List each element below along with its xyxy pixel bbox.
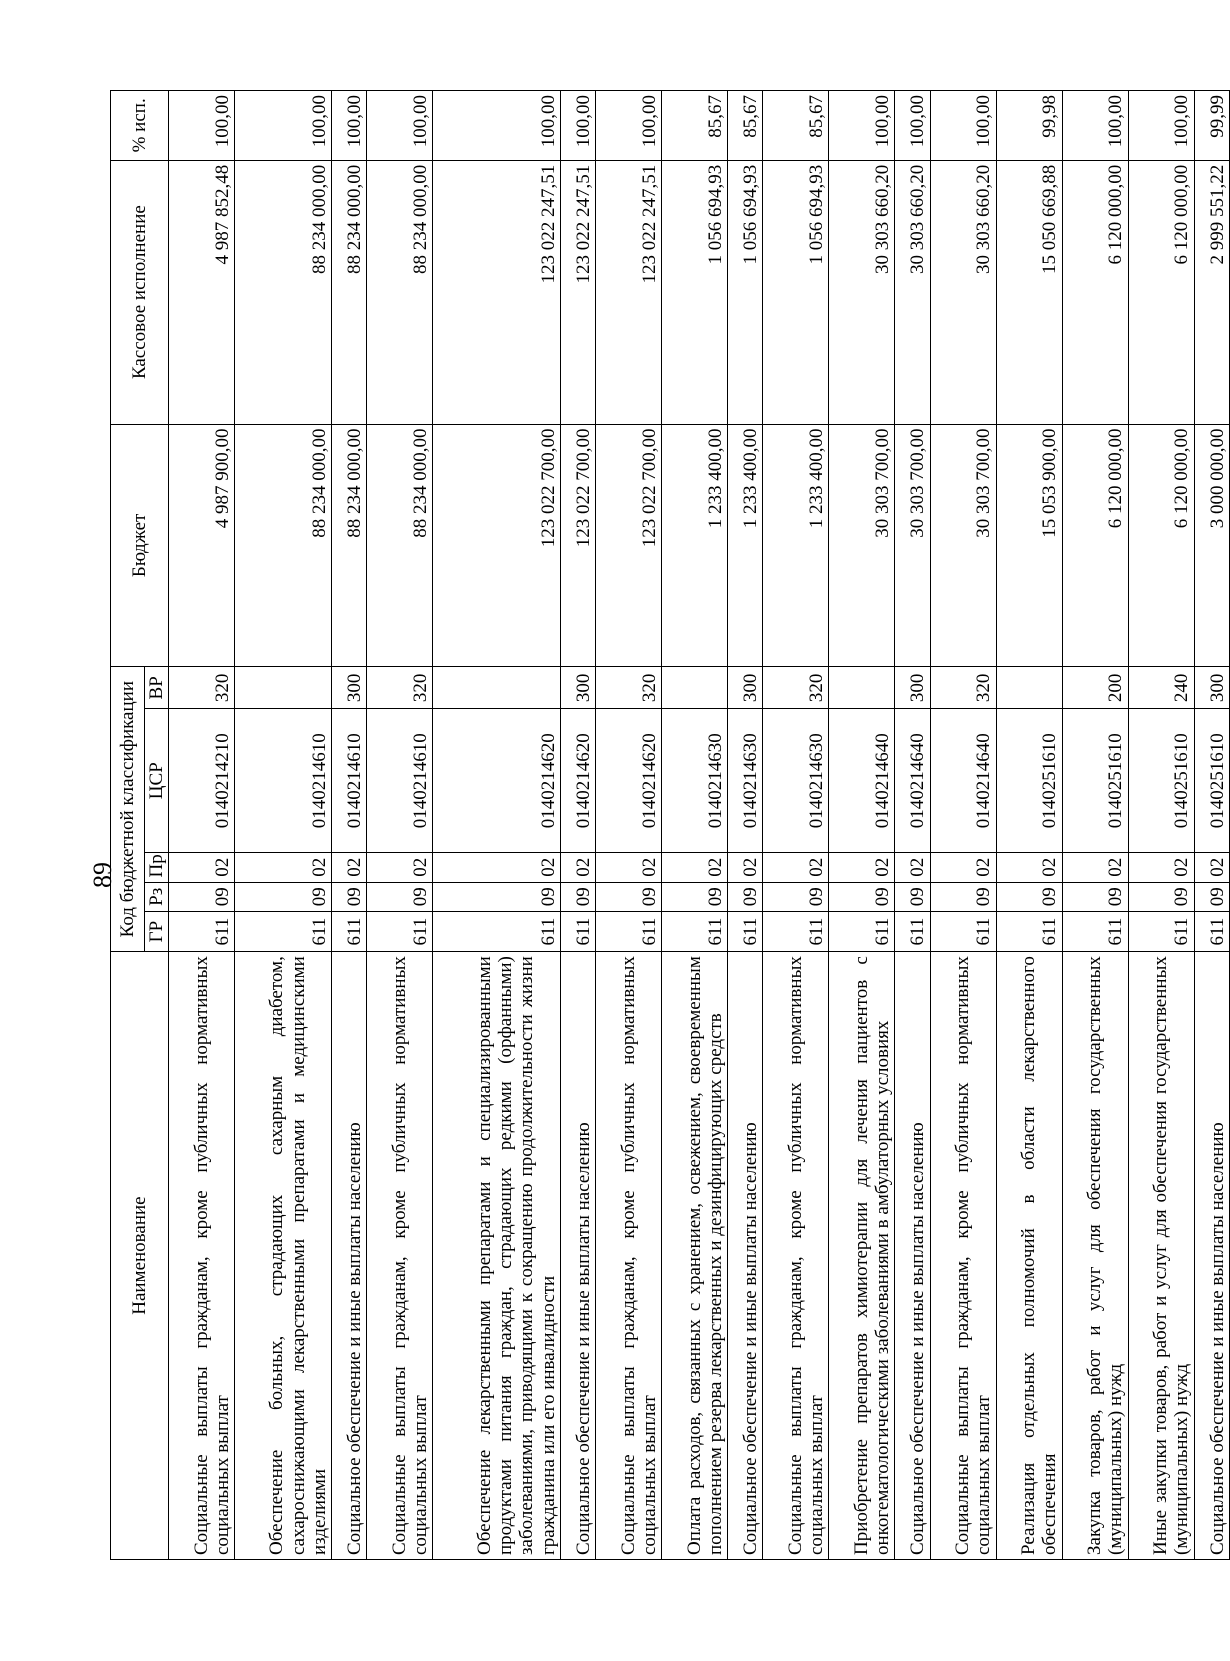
row-name: Социальные выплаты гражданам, кроме публичных нормативных социальных выплат	[763, 952, 829, 1560]
row-execution: 123 022 247,51	[561, 160, 596, 424]
row-csr: 0140214210	[169, 709, 235, 853]
row-gr: 611	[561, 912, 596, 952]
row-pr: 02	[367, 852, 433, 882]
row-pr: 02	[930, 852, 996, 882]
row-budget: 123 022 700,00	[596, 424, 662, 667]
row-budget: 30 303 700,00	[829, 424, 895, 667]
row-csr: 0140214640	[930, 709, 996, 853]
table-row	[996, 91, 1062, 1560]
row-vr: 300	[561, 667, 596, 709]
row-budget: 1 233 400,00	[763, 424, 829, 667]
header-vr: ВР	[145, 667, 169, 709]
row-budget: 6 120 000,00	[1062, 424, 1128, 667]
row-name: Обеспечение больных, страдающих сахарным диабетом, сахароснижающими лекарственными препаратами и медицинскими изделиями	[235, 952, 332, 1560]
row-budget: 88 234 000,00	[367, 424, 433, 667]
row-gr: 611	[235, 912, 332, 952]
row-budget: 30 303 700,00	[930, 424, 996, 667]
row-budget: 123 022 700,00	[561, 424, 596, 667]
row-gr: 611	[367, 912, 433, 952]
header-percent: % исп.	[111, 91, 169, 161]
table-row	[895, 91, 930, 1560]
row-percent: 99,98	[996, 91, 1062, 161]
row-budget: 4 987 900,00	[169, 424, 235, 667]
row-rz: 09	[895, 882, 930, 912]
row-execution: 4 987 852,48	[169, 160, 235, 424]
row-percent: 100,00	[1128, 91, 1194, 161]
row-percent: 100,00	[433, 91, 561, 161]
table-row	[1128, 91, 1194, 1560]
row-pr: 02	[561, 852, 596, 882]
row-name: Социальное обеспечение и иные выплаты населению	[728, 952, 763, 1560]
row-rz: 09	[728, 882, 763, 912]
row-rz: 09	[763, 882, 829, 912]
row-execution: 88 234 000,00	[332, 160, 367, 424]
table-row	[1194, 91, 1229, 1560]
row-execution: 123 022 247,51	[596, 160, 662, 424]
row-csr: 0140251610	[996, 709, 1062, 853]
row-percent: 100,00	[332, 91, 367, 161]
row-execution: 30 303 660,20	[895, 160, 930, 424]
row-budget: 123 022 700,00	[433, 424, 561, 667]
table-row	[367, 91, 433, 1560]
row-vr: 240	[1128, 667, 1194, 709]
row-rz: 09	[561, 882, 596, 912]
row-pr: 02	[169, 852, 235, 882]
row-percent: 100,00	[235, 91, 332, 161]
row-rz: 09	[662, 882, 728, 912]
row-gr: 611	[728, 912, 763, 952]
row-gr: 611	[930, 912, 996, 952]
row-name: Социальное обеспечение и иные выплаты населению	[332, 952, 367, 1560]
table-row	[596, 91, 662, 1560]
row-pr: 02	[895, 852, 930, 882]
row-rz: 09	[332, 882, 367, 912]
row-csr: 0140214640	[895, 709, 930, 853]
row-vr: 320	[930, 667, 996, 709]
header-rz: Рз	[145, 882, 169, 912]
row-pr: 02	[332, 852, 367, 882]
row-csr: 0140214620	[561, 709, 596, 853]
row-percent: 100,00	[895, 91, 930, 161]
row-csr: 0140214630	[763, 709, 829, 853]
row-budget: 1 233 400,00	[728, 424, 763, 667]
row-execution: 30 303 660,20	[829, 160, 895, 424]
table-row	[332, 91, 367, 1560]
row-name: Иные закупки товаров, работ и услуг для обеспечения государственных (муниципальных) нужд	[1128, 952, 1194, 1560]
row-name: Социальные выплаты гражданам, кроме публичных нормативных социальных выплат	[169, 952, 235, 1560]
row-execution: 88 234 000,00	[235, 160, 332, 424]
row-vr: 320	[367, 667, 433, 709]
row-percent: 100,00	[596, 91, 662, 161]
row-budget: 88 234 000,00	[332, 424, 367, 667]
row-csr: 0140214620	[433, 709, 561, 853]
row-rz: 09	[996, 882, 1062, 912]
row-percent: 100,00	[1062, 91, 1128, 161]
row-vr: 320	[763, 667, 829, 709]
row-percent: 100,00	[561, 91, 596, 161]
row-rz: 09	[1128, 882, 1194, 912]
row-rz: 09	[235, 882, 332, 912]
row-csr: 0140214610	[235, 709, 332, 853]
row-percent: 100,00	[829, 91, 895, 161]
row-execution: 1 056 694,93	[763, 160, 829, 424]
row-vr: 320	[169, 667, 235, 709]
row-percent: 85,67	[763, 91, 829, 161]
row-name: Реализация отдельных полномочий в области лекарственного обеспечения	[996, 952, 1062, 1560]
row-csr: 0140251610	[1128, 709, 1194, 853]
table-row	[1062, 91, 1128, 1560]
row-rz: 09	[433, 882, 561, 912]
row-gr: 611	[763, 912, 829, 952]
row-budget: 6 120 000,00	[1128, 424, 1194, 667]
header-csr: ЦСР	[145, 709, 169, 853]
table-row	[728, 91, 763, 1560]
row-rz: 09	[1194, 882, 1229, 912]
row-execution: 1 056 694,93	[662, 160, 728, 424]
row-gr: 611	[662, 912, 728, 952]
budget-execution-table	[110, 90, 1230, 1560]
header-pr: Пр	[145, 852, 169, 882]
table-row	[169, 91, 235, 1560]
table-body	[169, 91, 1230, 1560]
row-name: Социальные выплаты гражданам, кроме публичных нормативных социальных выплат	[367, 952, 433, 1560]
row-name: Приобретение препаратов химиотерапии для лечения пациентов с онкогематологическими заболеваниями в амбулаторных условиях	[829, 952, 895, 1560]
table-row	[561, 91, 596, 1560]
table-row	[235, 91, 332, 1560]
row-pr: 02	[829, 852, 895, 882]
row-name: Социальное обеспечение и иные выплаты населению	[895, 952, 930, 1560]
row-name: Обеспечение лекарственными препаратами и специализированными продуктами питания граждан, страдающих редкими (орфанными) заболеваниями, приводящими к сокращению продолжительности жизни гражданина или его инвалидности	[433, 952, 561, 1560]
row-pr: 02	[596, 852, 662, 882]
row-rz: 09	[367, 882, 433, 912]
row-gr: 611	[1194, 912, 1229, 952]
row-pr: 02	[1062, 852, 1128, 882]
page-number: 89	[88, 862, 117, 888]
row-rz: 09	[829, 882, 895, 912]
row-name: Социальное обеспечение и иные выплаты населению	[561, 952, 596, 1560]
header-code-group: Код бюджетной классификации	[111, 667, 145, 952]
table-row	[763, 91, 829, 1560]
row-budget: 88 234 000,00	[235, 424, 332, 667]
row-vr: 300	[728, 667, 763, 709]
row-csr: 0140214610	[332, 709, 367, 853]
row-percent: 99,99	[1194, 91, 1229, 161]
header-budget: Бюджет	[111, 424, 169, 667]
row-pr: 02	[662, 852, 728, 882]
row-percent: 85,67	[728, 91, 763, 161]
row-execution: 6 120 000,00	[1062, 160, 1128, 424]
row-csr: 0140214630	[728, 709, 763, 853]
row-csr: 0140251610	[1194, 709, 1229, 853]
header-name: Наименование	[111, 952, 169, 1560]
row-csr: 0140214640	[829, 709, 895, 853]
row-percent: 85,67	[662, 91, 728, 161]
row-vr	[235, 667, 332, 709]
row-gr: 611	[332, 912, 367, 952]
row-vr	[662, 667, 728, 709]
header-gr: ГР	[145, 912, 169, 952]
row-percent: 100,00	[930, 91, 996, 161]
row-pr: 02	[433, 852, 561, 882]
row-percent: 100,00	[367, 91, 433, 161]
row-execution: 15 050 669,88	[996, 160, 1062, 424]
row-budget: 15 053 900,00	[996, 424, 1062, 667]
row-execution: 30 303 660,20	[930, 160, 996, 424]
row-execution: 1 056 694,93	[728, 160, 763, 424]
row-budget: 3 000 000,00	[1194, 424, 1229, 667]
row-pr: 02	[235, 852, 332, 882]
row-name: Социальные выплаты гражданам, кроме публичных нормативных социальных выплат	[596, 952, 662, 1560]
row-vr: 320	[596, 667, 662, 709]
row-budget: 1 233 400,00	[662, 424, 728, 667]
row-vr: 300	[1194, 667, 1229, 709]
table-row	[433, 91, 561, 1560]
row-name: Закупка товаров, работ и услуг для обеспечения государственных (муниципальных) нужд	[1062, 952, 1128, 1560]
table-row	[829, 91, 895, 1560]
table-row	[930, 91, 996, 1560]
row-vr: 300	[895, 667, 930, 709]
row-execution: 2 999 551,22	[1194, 160, 1229, 424]
row-pr: 02	[1194, 852, 1229, 882]
row-csr: 0140251610	[1062, 709, 1128, 853]
row-gr: 611	[996, 912, 1062, 952]
row-gr: 611	[1128, 912, 1194, 952]
row-gr: 611	[829, 912, 895, 952]
row-csr: 0140214630	[662, 709, 728, 853]
row-execution: 88 234 000,00	[367, 160, 433, 424]
table-header	[111, 91, 169, 1560]
row-execution: 123 022 247,51	[433, 160, 561, 424]
row-gr: 611	[1062, 912, 1128, 952]
row-gr: 611	[433, 912, 561, 952]
row-budget: 30 303 700,00	[895, 424, 930, 667]
row-rz: 09	[930, 882, 996, 912]
row-percent: 100,00	[169, 91, 235, 161]
row-vr	[996, 667, 1062, 709]
row-gr: 611	[596, 912, 662, 952]
table-row	[662, 91, 728, 1560]
row-vr	[829, 667, 895, 709]
row-rz: 09	[596, 882, 662, 912]
row-name: Оплата расходов, связанных с хранением, освежением, своевременным пополнением резерва лекарственных и дезинфицирующих средств	[662, 952, 728, 1560]
row-pr: 02	[1128, 852, 1194, 882]
row-pr: 02	[728, 852, 763, 882]
row-gr: 611	[895, 912, 930, 952]
row-csr: 0140214610	[367, 709, 433, 853]
row-vr: 300	[332, 667, 367, 709]
rotated-page-content	[110, 90, 1230, 1560]
row-name: Социальные выплаты гражданам, кроме публичных нормативных социальных выплат	[930, 952, 996, 1560]
row-execution: 6 120 000,00	[1128, 160, 1194, 424]
row-rz: 09	[1062, 882, 1128, 912]
header-execution: Кассовое исполнение	[111, 160, 169, 424]
row-rz: 09	[169, 882, 235, 912]
row-vr: 200	[1062, 667, 1128, 709]
row-pr: 02	[763, 852, 829, 882]
row-pr: 02	[996, 852, 1062, 882]
row-gr: 611	[169, 912, 235, 952]
row-name: Социальное обеспечение и иные выплаты населению	[1194, 952, 1229, 1560]
row-vr	[433, 667, 561, 709]
row-csr: 0140214620	[596, 709, 662, 853]
